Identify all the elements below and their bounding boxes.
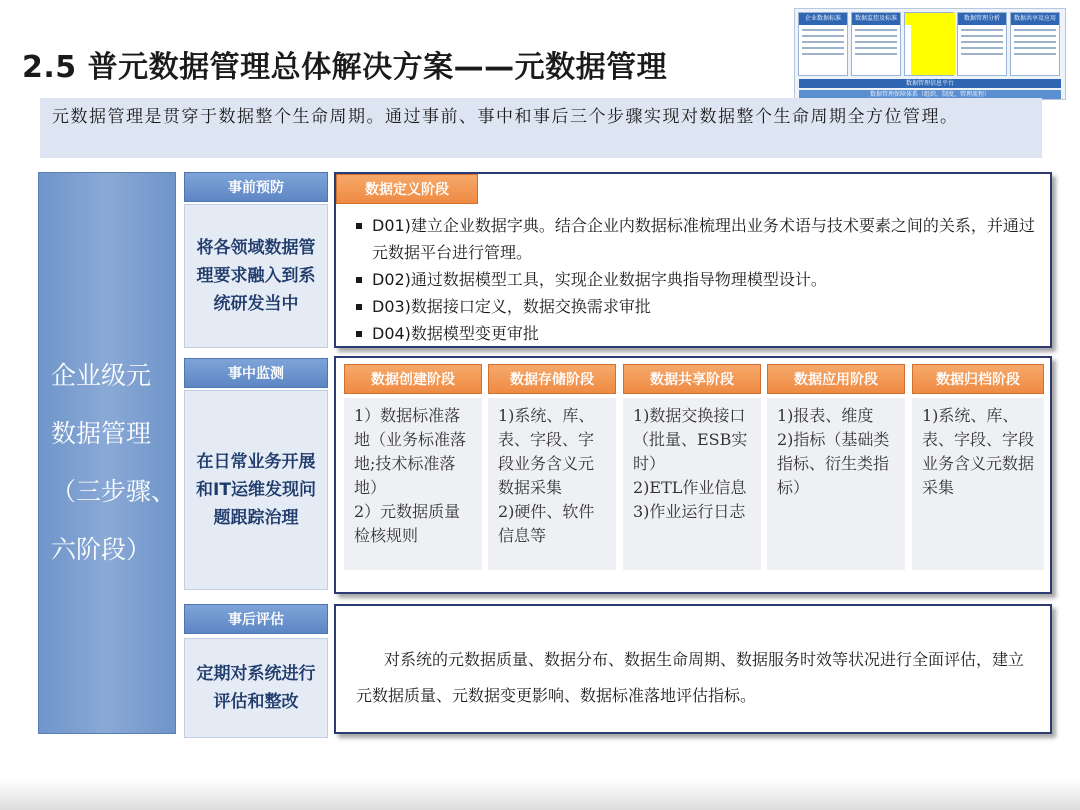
left-column-line: 企业级元 [51,361,152,390]
bullet-item: D01)建立企业数据字典。结合企业内数据标准梳理出业务术语与技术要素之间的关系，并通过元数据平台进行管理。 [354,212,1044,266]
intro-text: 元数据管理是贯穿于数据整个生命周期。通过事前、事中和事后三个步骤实现对数据整个生命周期全方位管理。 [40,98,1042,158]
overview-thumbnail [794,8,1066,100]
evaluation-panel [334,604,1052,734]
sharing-phase-content: 1)数据交换接口（批量、ESB实时） 2)ETL作业信息 3)作业运行日志 [623,398,761,570]
thumbnail-column [957,12,1007,76]
definition-phase-tab: 数据定义阶段 [336,174,478,204]
definition-phase-panel [334,172,1052,348]
application-phase-tab: 数据应用阶段 [767,364,905,394]
stage-mid-description: 在日常业务开展和IT运维发现问题跟踪治理 [184,390,328,590]
thumbnail-platform-bar: 数据管理信息平台 [799,79,1061,88]
evaluation-text: 对系统的元数据质量、数据分布、数据生命周期、数据服务时效等状况进行全面评估，建立元数据质量、元数据变更影响、数据标准落地评估指标。 [356,650,1025,705]
archive-phase-content: 1)系统、库、表、字段、字段业务含义元数据采集 [912,398,1044,570]
create-phase-content: 1）数据标准落地（业务标准落地;技术标准落地） 2）元数据质量检核规则 [344,398,482,570]
bullet-item: D02)通过数据模型工具，实现企业数据字典指导物理模型设计。 [354,266,1044,293]
monitoring-phases-panel [334,356,1052,594]
stage-pre-description: 将各领域数据管理要求融入到系统研发当中 [184,204,328,348]
definition-bullet-list [354,212,1044,347]
enterprise-metadata-label [38,172,176,734]
thumbnail-column-label: 数据管理分析 [958,13,1006,25]
storage-phase-tab: 数据存储阶段 [488,364,616,394]
thumbnail-column [851,12,901,76]
thumbnail-guarantee-bar: 数据管理保障体系（组织、制度、管理流程） [799,90,1061,99]
page-title: 2.5 普元数据管理总体解决方案——元数据管理 [22,50,668,85]
left-column-line: 六阶段） [51,535,152,564]
create-phase-tab: 数据创建阶段 [344,364,482,394]
thumbnail-column [798,12,848,76]
application-phase-content: 1)报表、维度 2)指标（基础类指标、衍生类指标） [767,398,905,570]
thumbnail-column [904,12,954,76]
stage-pre-header: 事前预防 [184,172,328,202]
footer-band [0,780,1080,810]
thumbnail-column [1010,12,1060,76]
left-column-line: 数据管理 [51,419,152,448]
thumbnail-column-label: 数据监控及标准 [852,13,900,25]
sharing-phase-tab: 数据共享阶段 [623,364,761,394]
storage-phase-content: 1)系统、库、表、字段、字段业务含义元数据采集 2)硬件、软件信息等 [488,398,616,570]
bullet-item: D04)数据模型变更审批 [354,320,1044,347]
stage-post-header: 事后评估 [184,604,328,634]
stage-post-description: 定期对系统进行评估和整改 [184,638,328,738]
left-column-line: （三步骤、 [51,477,177,506]
stage-mid-header: 事中监测 [184,358,328,388]
thumbnail-column-label: 企业数据标准 [799,13,847,25]
bullet-item: D03)数据接口定义，数据交换需求审批 [354,293,1044,320]
archive-phase-tab: 数据归档阶段 [912,364,1044,394]
thumbnail-column-label: 数据共享及应用 [1011,13,1059,25]
